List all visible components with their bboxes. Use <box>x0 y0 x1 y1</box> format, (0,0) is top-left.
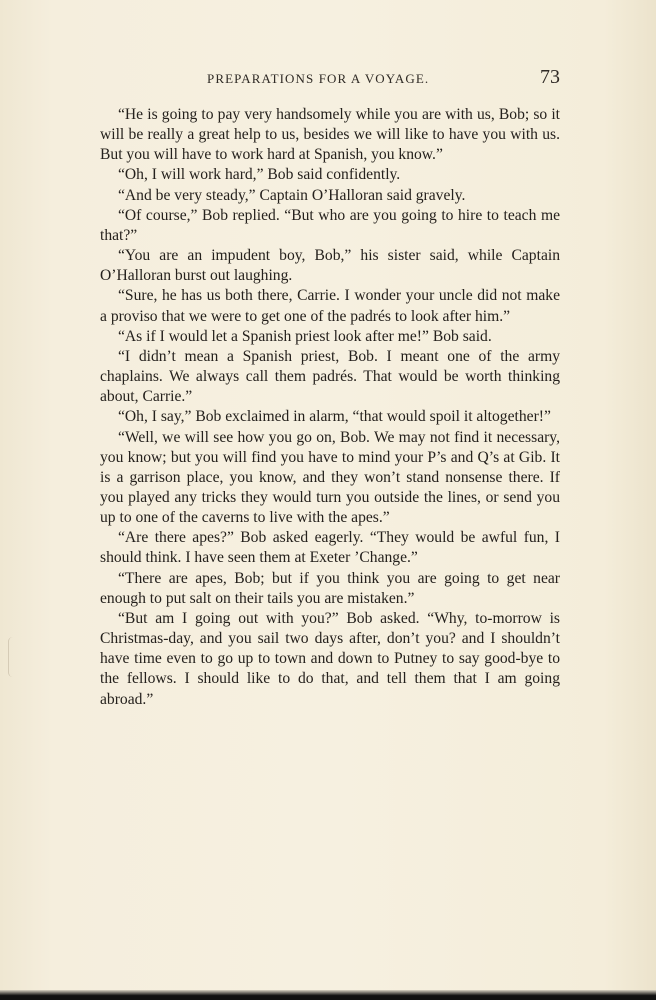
paragraph: “Of course,” Bob replied. “But who are you going to hire to teach me that?” <box>100 206 560 244</box>
paragraph: “Well, we will see how you go on, Bob. We may not find it necessary, you know; but you will find you have to mind your P’s and Q’s at Gib. It is a garrison place, you know, and they won’t stand nonsense there. If you played any tricks they would turn you outside the lines, or send you up to one of the caverns to live with the apes.” <box>100 428 560 527</box>
paragraph: “Oh, I say,” Bob exclaimed in alarm, “that would spoil it altogether!” <box>118 408 551 426</box>
body-text <box>100 105 560 710</box>
paragraph: “As if I would let a Spanish priest look after me!” Bob said. <box>118 327 492 345</box>
running-head: PREPARATIONS FOR A VOYAGE. <box>207 71 430 86</box>
paragraph: “You are an impudent boy, Bob,” his sister said, while Captain O’Halloran burst out laughing. <box>100 247 560 285</box>
page-number: 73 <box>540 66 560 88</box>
paragraph: “Are there apes?” Bob asked eagerly. “They would be awful fun, I should think. I have seen them at Exeter ’Change.” <box>100 529 560 567</box>
paragraph: “Sure, he has us both there, Carrie. I wonder your uncle did not make a proviso that we were to get one of the padrés to look after him.” <box>100 287 560 325</box>
paragraph: “Oh, I will work hard,” Bob said confidently. <box>118 166 401 184</box>
paragraph: “There are apes, Bob; but if you think you are going to get near enough to put salt on their tails you are mistaken.” <box>100 569 560 607</box>
paragraph: “And be very steady,” Captain O’Halloran said gravely. <box>118 186 466 204</box>
paragraph: “He is going to pay very handsomely while you are with us, Bob; so it will be really a great help to us, besides we will like to have you with us. But you will have to work hard at Spanish, you know.” <box>100 106 560 164</box>
scan-bottom-edge <box>0 990 656 1000</box>
paragraph: “I didn’t mean a Spanish priest, Bob. I meant one of the army chaplains. We always call them padrés. That would be worth thinking about, Carrie.” <box>100 347 560 406</box>
margin-pencil-mark <box>8 637 17 677</box>
page-header <box>100 66 560 93</box>
paragraph: “But am I going out with you?” Bob asked. “Why, to-morrow is Christmas-day, and you sail two days after, don’t you? and I shouldn’t have time even to go up to town and down to Putney to say good-bye to the fellows. I should like to do that, and tell them that I am going abroad.” <box>100 609 560 708</box>
